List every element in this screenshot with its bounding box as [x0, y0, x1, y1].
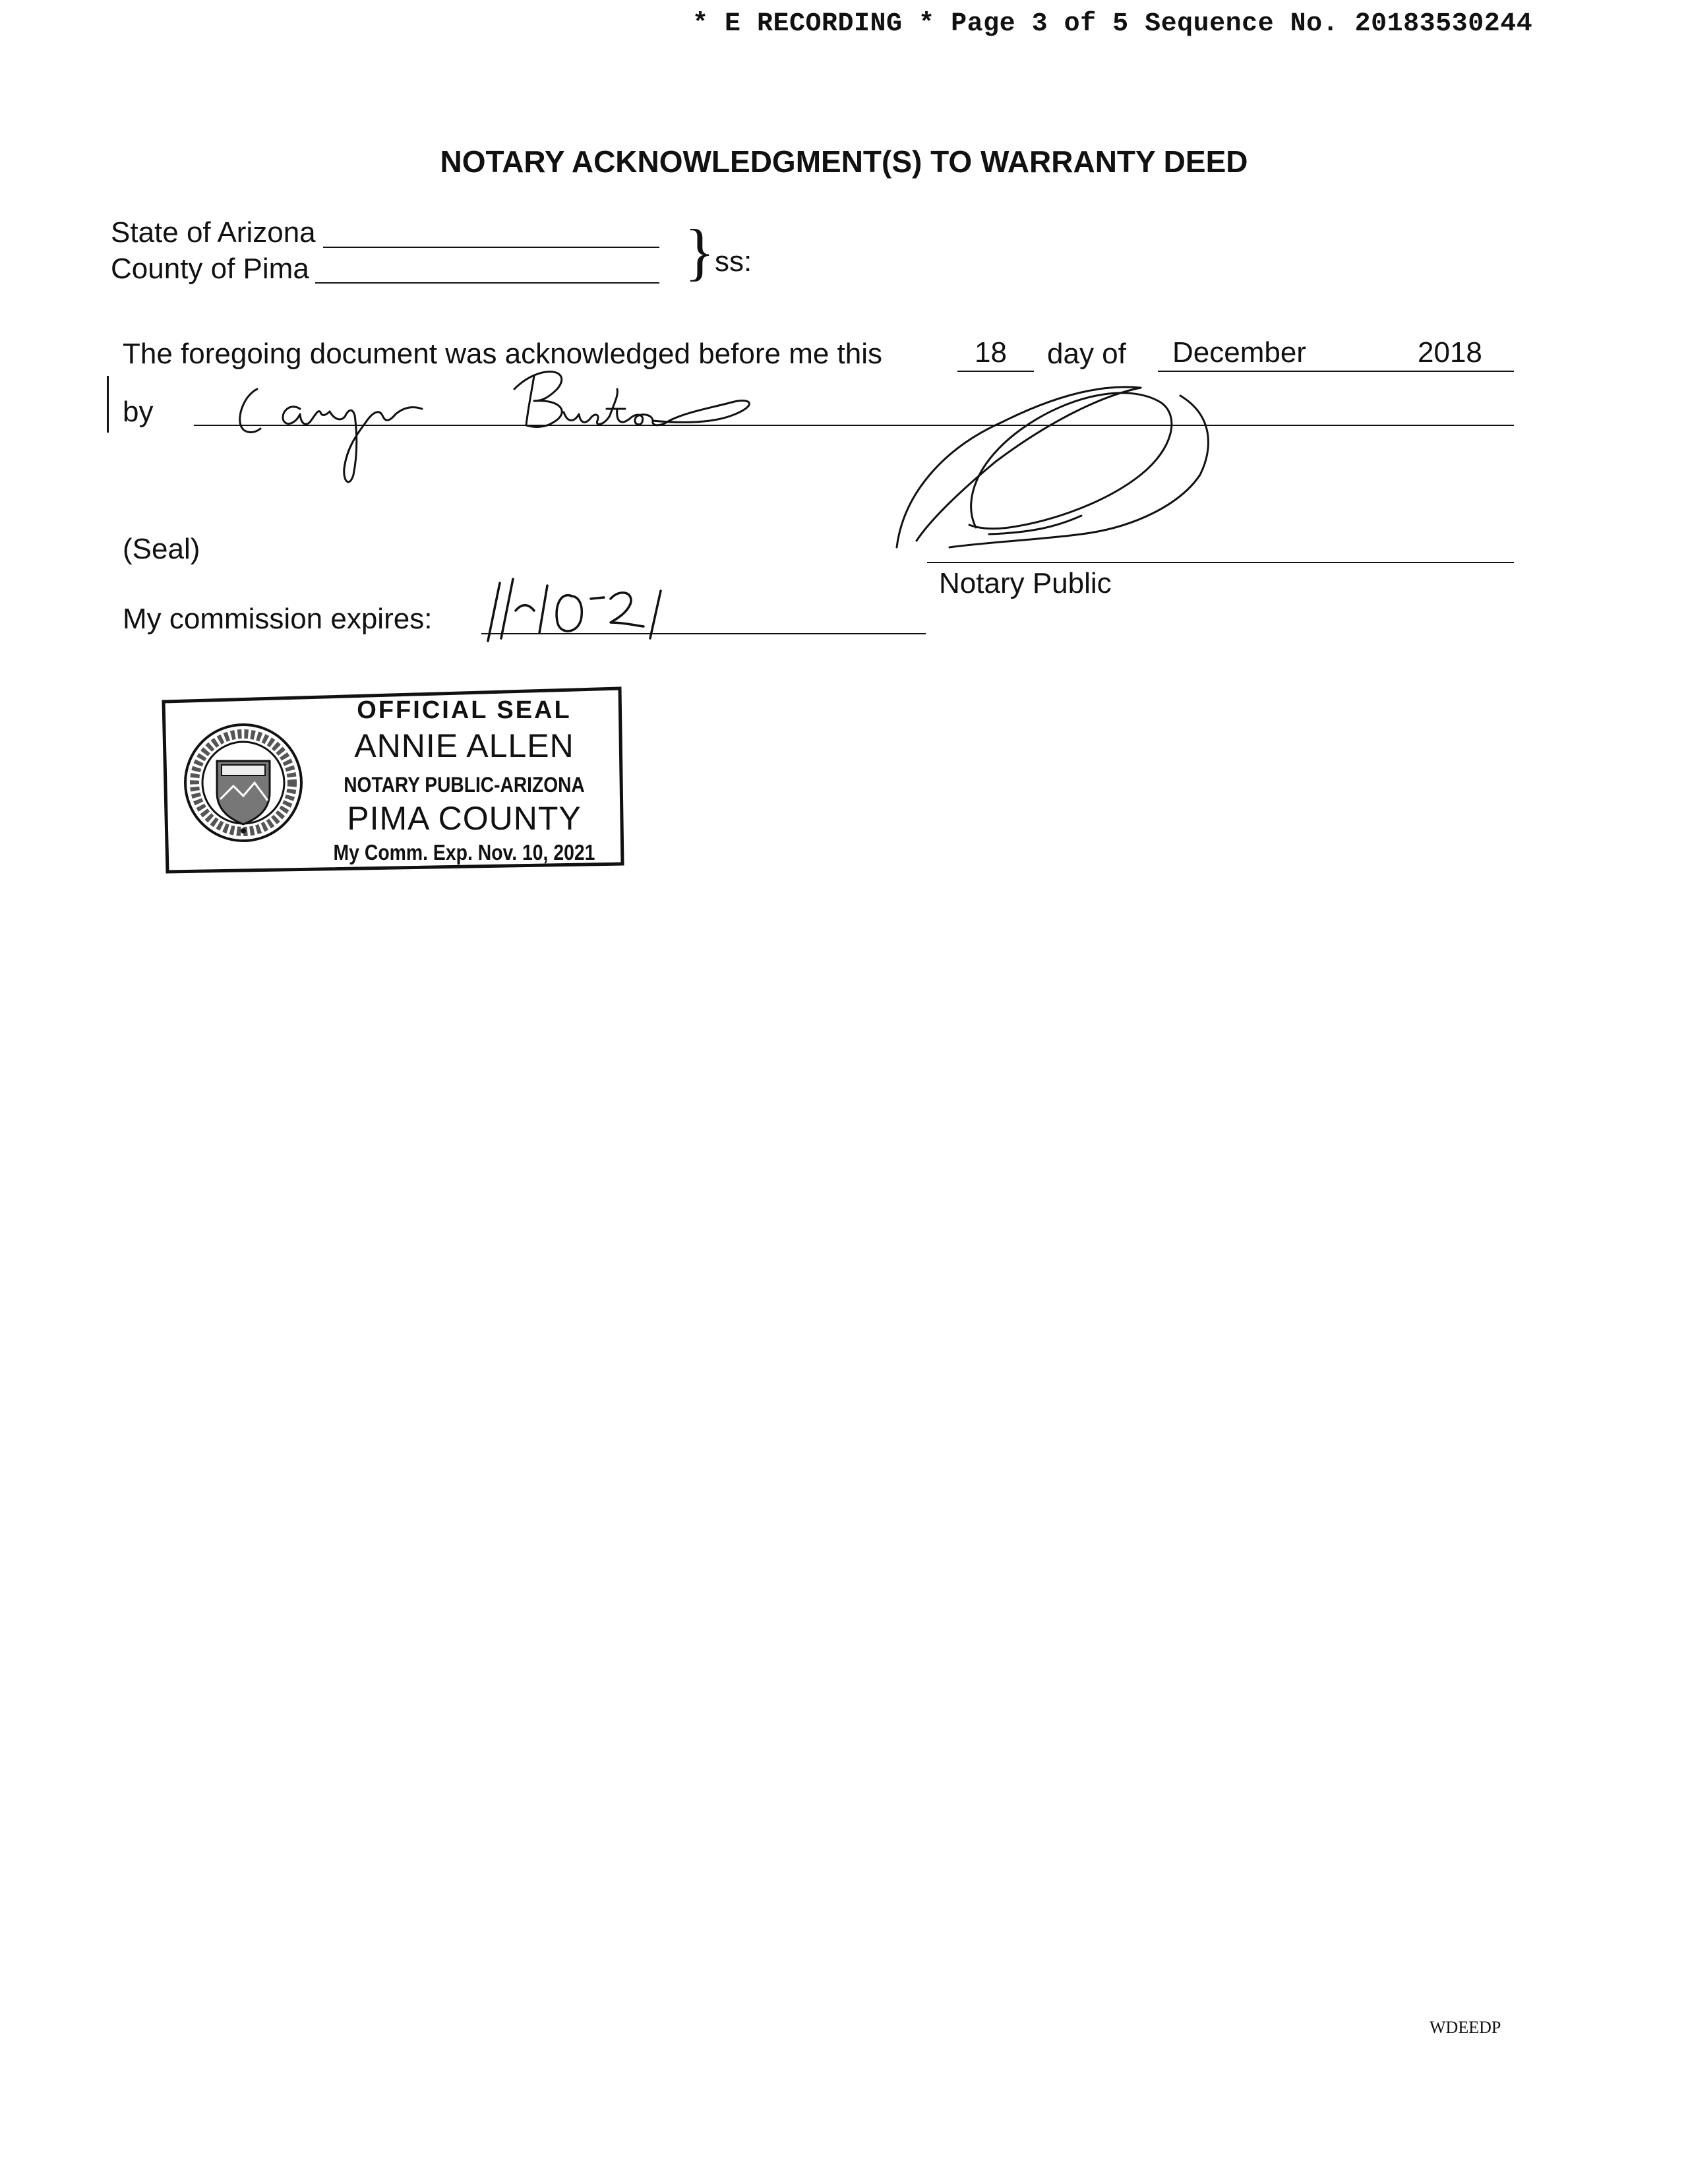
- stamp-county: PIMA COUNTY: [347, 800, 582, 837]
- day-of-label: day of: [1047, 338, 1126, 370]
- by-label: by: [123, 396, 154, 428]
- margin-mark: [107, 376, 109, 433]
- commission-date-handwritten: [481, 570, 719, 649]
- notary-signature: [884, 369, 1306, 567]
- state-seal-emblem-icon: [181, 720, 306, 845]
- seal-label: (Seal): [123, 533, 200, 565]
- ss-label: ss:: [715, 245, 752, 278]
- brace-icon: }: [684, 216, 715, 287]
- county-label: County of Pima: [111, 253, 309, 285]
- official-seal-stamp: [161, 686, 622, 873]
- commission-label: My commission expires:: [123, 603, 433, 635]
- stamp-notary-public-arizona: NOTARY PUBLIC-ARIZONA: [344, 773, 585, 797]
- recording-header: * E RECORDING * Page 3 of 5 Sequence No. 20183530244: [692, 9, 1533, 39]
- stamp-commission-expiry: My Comm. Exp. Nov. 10, 2021: [333, 840, 595, 864]
- day-value: 18: [975, 336, 1007, 369]
- county-line: [315, 282, 659, 284]
- document-title: NOTARY ACKNOWLEDGMENT(S) TO WARRANTY DEED: [440, 144, 1248, 179]
- signer-signature: [231, 317, 824, 488]
- acknowledgment-text: The foregoing document was acknowledged before me this: [123, 338, 883, 370]
- stamp-notary-name: ANNIE ALLEN: [354, 727, 574, 764]
- notary-signature-line: [927, 562, 1514, 563]
- state-line: [323, 247, 659, 248]
- notary-public-label: Notary Public: [939, 567, 1112, 599]
- form-code: WDEEDP: [1430, 2018, 1501, 2037]
- stamp-official-seal: OFFICIAL SEAL: [357, 696, 572, 724]
- month-value: December: [1172, 336, 1306, 369]
- year-value: 2018: [1418, 336, 1482, 369]
- state-label: State of Arizona: [111, 216, 316, 249]
